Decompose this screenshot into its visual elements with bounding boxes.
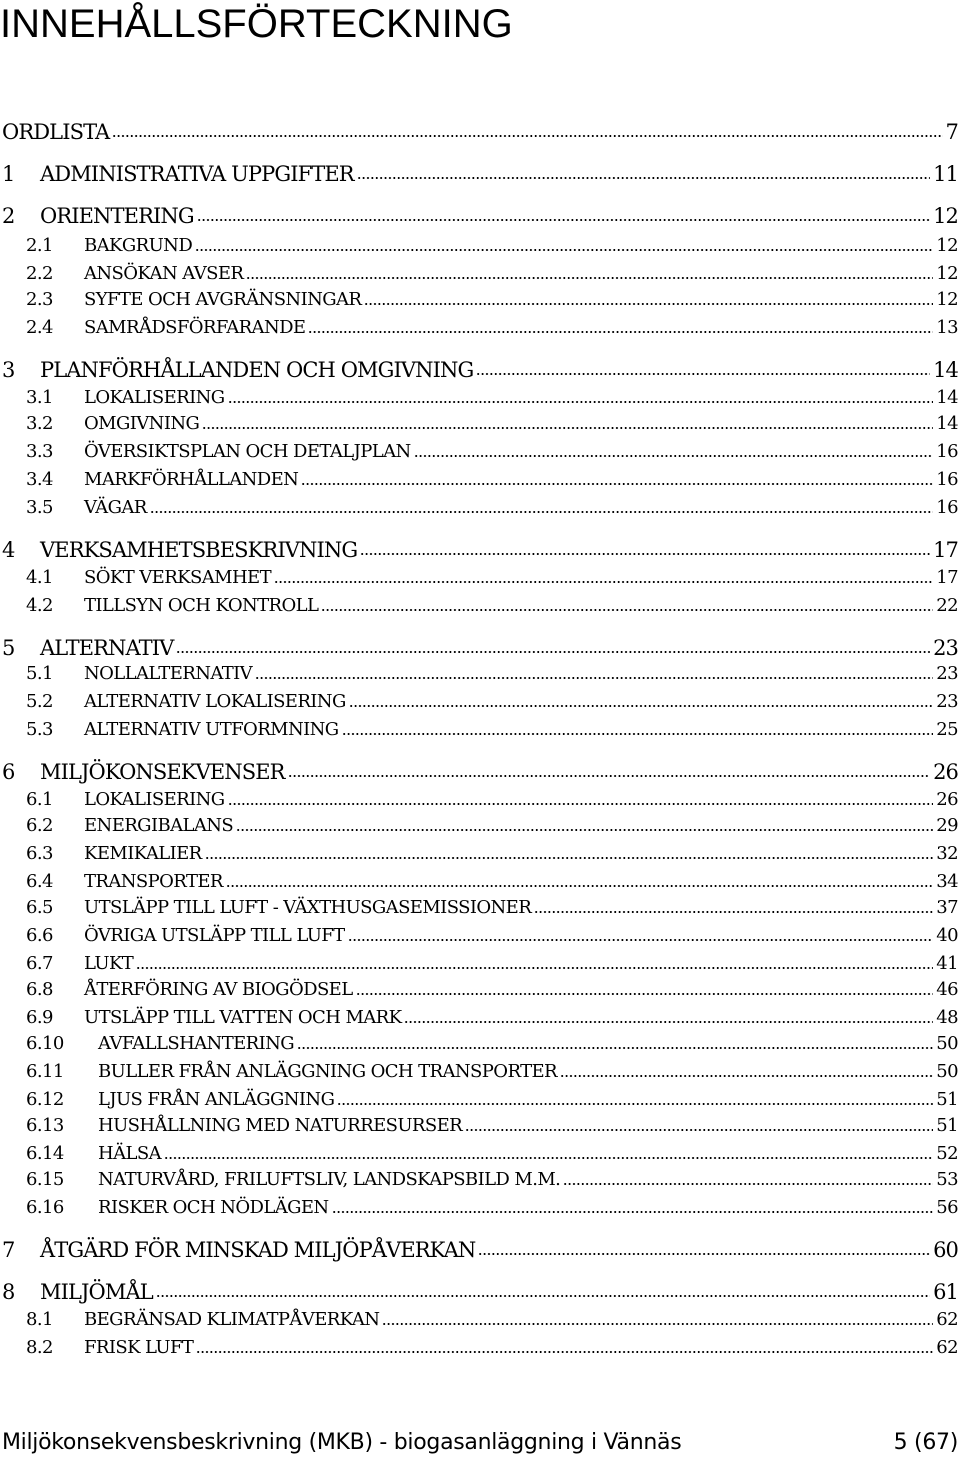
toc-entry-label: ÅTERFÖRING AV BIOGÖDSEL xyxy=(84,979,353,1000)
toc-entry[interactable] xyxy=(0,202,960,230)
toc-entry-number: 3 xyxy=(2,358,15,382)
toc-entry-number: 2 xyxy=(2,204,15,228)
toc-entry[interactable] xyxy=(0,410,960,438)
toc-entry-number: 6.9 xyxy=(26,1007,53,1028)
toc-entry[interactable] xyxy=(0,868,960,896)
toc-entry[interactable] xyxy=(0,384,960,412)
toc-dot-leader xyxy=(301,483,933,485)
toc-dot-leader xyxy=(112,135,943,137)
toc-entry[interactable] xyxy=(0,812,960,840)
toc-entry-page-number: 53 xyxy=(936,1169,958,1190)
toc-entry[interactable] xyxy=(0,786,960,814)
toc-entry-page-number: 11 xyxy=(933,162,958,186)
toc-entry-label: BAKGRUND xyxy=(84,235,193,256)
toc-entry-number: 6.7 xyxy=(26,953,53,974)
toc-dot-leader xyxy=(560,1075,933,1077)
toc-entry-number: 6.11 xyxy=(26,1061,64,1082)
toc-entry-number: 5 xyxy=(2,636,15,660)
toc-entry-label: LUKT xyxy=(84,953,134,974)
toc-entry-label: ÖVERSIKTSPLAN OCH DETALJPLAN xyxy=(84,441,411,462)
toc-entry-page-number: 12 xyxy=(936,235,958,256)
toc-entry-page-number: 26 xyxy=(936,789,958,810)
toc-entry-number: 6.16 xyxy=(26,1197,64,1218)
toc-entry[interactable] xyxy=(0,160,960,188)
toc-entry-page-number: 17 xyxy=(936,567,958,588)
toc-dot-leader xyxy=(274,581,933,583)
toc-entry[interactable] xyxy=(0,840,960,868)
toc-dot-leader xyxy=(164,1157,933,1159)
toc-dot-leader xyxy=(297,1047,933,1049)
toc-entry-page-number: 12 xyxy=(933,204,958,228)
toc-entry-page-number: 16 xyxy=(936,497,958,518)
toc-entry-label: SAMRÅDSFÖRFARANDE xyxy=(84,317,306,338)
toc-entry-label: ORDLISTA xyxy=(2,120,110,144)
toc-entry-page-number: 17 xyxy=(933,538,958,562)
toc-entry-page-number: 12 xyxy=(936,263,958,284)
toc-entry-label: ALTERNATIV UTFORMNING xyxy=(84,719,339,740)
toc-entry-label: SYFTE OCH AVGRÄNSNINGAR xyxy=(84,289,362,310)
toc-dot-leader xyxy=(228,401,933,403)
toc-entry-page-number: 60 xyxy=(933,1238,958,1262)
toc-entry-label: ÖVRIGA UTSLÄPP TILL LUFT xyxy=(84,925,345,946)
toc-entry-label: ANSÖKAN AVSER xyxy=(84,263,244,284)
toc-entry[interactable] xyxy=(0,232,960,260)
toc-entry-page-number: 52 xyxy=(936,1143,958,1164)
toc-entry-number: 3.5 xyxy=(26,497,53,518)
toc-entry-label: SÖKT VERKSAMHET xyxy=(84,567,272,588)
toc-dot-leader xyxy=(136,967,933,969)
toc-dot-leader xyxy=(236,829,933,831)
toc-entry-label: AVFALLSHANTERING xyxy=(98,1033,295,1054)
toc-entry-number: 7 xyxy=(2,1238,15,1262)
toc-entry-number: 5.3 xyxy=(26,719,53,740)
toc-dot-leader xyxy=(156,1295,930,1297)
toc-entry-label: TRANSPORTER xyxy=(84,871,223,892)
toc-entry[interactable] xyxy=(0,564,960,592)
toc-entry-number: 4.2 xyxy=(26,595,53,616)
toc-entry-number: 5.1 xyxy=(26,663,53,684)
toc-entry-number: 6.14 xyxy=(26,1143,64,1164)
toc-dot-leader xyxy=(348,939,933,941)
toc-entry-number: 6.8 xyxy=(26,979,53,1000)
toc-entry-number: 3.3 xyxy=(26,441,53,462)
toc-dot-leader xyxy=(196,1351,933,1353)
toc-entry[interactable] xyxy=(0,118,960,146)
toc-entry-label: PLANFÖRHÅLLANDEN OCH OMGIVNING xyxy=(40,358,474,382)
toc-entry[interactable] xyxy=(0,356,960,384)
toc-entry-page-number: 16 xyxy=(936,441,958,462)
toc-entry-number: 3.4 xyxy=(26,469,53,490)
toc-entry-page-number: 48 xyxy=(936,1007,958,1028)
toc-entry-label: VÄGAR xyxy=(84,497,147,518)
toc-dot-leader xyxy=(337,1103,933,1105)
toc-entry[interactable] xyxy=(0,1086,960,1114)
toc-entry[interactable] xyxy=(0,1306,960,1334)
toc-entry-number: 2.1 xyxy=(26,235,53,256)
toc-entry-page-number: 7 xyxy=(945,120,958,144)
toc-entry-number: 2.4 xyxy=(26,317,53,338)
toc-entry[interactable] xyxy=(0,1278,960,1306)
toc-entry-page-number: 14 xyxy=(936,387,958,408)
toc-entry-number: 2.3 xyxy=(26,289,53,310)
toc-dot-leader xyxy=(332,1211,933,1213)
toc-entry-page-number: 23 xyxy=(936,663,958,684)
toc-entry[interactable] xyxy=(0,494,960,522)
toc-entry-number: 2.2 xyxy=(26,263,53,284)
toc-dot-leader xyxy=(205,857,933,859)
toc-entry-page-number: 40 xyxy=(936,925,958,946)
toc-entry-label: LJUS FRÅN ANLÄGGNING xyxy=(98,1089,335,1110)
toc-entry[interactable] xyxy=(0,1058,960,1086)
toc-entry-label: OMGIVNING xyxy=(84,413,200,434)
toc-entry-page-number: 29 xyxy=(936,815,958,836)
toc-entry-page-number: 56 xyxy=(936,1197,958,1218)
toc-entry-page-number: 32 xyxy=(936,843,958,864)
toc-entry-number: 6 xyxy=(2,760,15,784)
toc-entry-number: 6.6 xyxy=(26,925,53,946)
toc-dot-leader xyxy=(357,177,930,179)
toc-entry-page-number: 50 xyxy=(936,1033,958,1054)
toc-entry-number: 6.13 xyxy=(26,1115,64,1136)
toc-entry-label: ORIENTERING xyxy=(40,204,194,228)
toc-entry-label: RISKER OCH NÖDLÄGEN xyxy=(98,1197,329,1218)
toc-entry-page-number: 23 xyxy=(936,691,958,712)
toc-entry[interactable] xyxy=(0,1030,960,1058)
toc-entry-page-number: 23 xyxy=(933,636,958,660)
toc-dot-leader xyxy=(255,677,933,679)
toc-entry-label: MILJÖKONSEKVENSER xyxy=(40,760,285,784)
toc-entry-number: 3.1 xyxy=(26,387,53,408)
toc-entry[interactable] xyxy=(0,1194,960,1222)
toc-entry-page-number: 16 xyxy=(936,469,958,490)
toc-entry-page-number: 25 xyxy=(936,719,958,740)
toc-entry-page-number: 37 xyxy=(936,897,958,918)
toc-dot-leader xyxy=(197,219,930,221)
toc-entry[interactable] xyxy=(0,466,960,494)
toc-entry-label: BEGRÄNSAD KLIMATPÅVERKAN xyxy=(84,1309,380,1330)
toc-entry[interactable] xyxy=(0,688,960,716)
toc-entry-label: FRISK LUFT xyxy=(84,1337,194,1358)
toc-entry-label: KEMIKALIER xyxy=(84,843,202,864)
toc-entry-page-number: 51 xyxy=(936,1089,958,1110)
toc-entry-number: 6.5 xyxy=(26,897,53,918)
toc-dot-leader xyxy=(534,911,933,913)
toc-dot-leader xyxy=(404,1021,933,1023)
footer-page-number: 5 (67) xyxy=(893,1430,958,1455)
toc-dot-leader xyxy=(360,553,930,555)
toc-dot-leader xyxy=(342,733,933,735)
toc-entry[interactable] xyxy=(0,536,960,564)
toc-entry-label: ENERGIBALANS xyxy=(84,815,234,836)
toc-dot-leader xyxy=(202,427,933,429)
toc-entry[interactable] xyxy=(0,716,960,744)
toc-dot-leader xyxy=(382,1323,933,1325)
toc-entry[interactable] xyxy=(0,660,960,688)
toc-entry-page-number: 51 xyxy=(936,1115,958,1136)
toc-entry-label: VERKSAMHETSBESKRIVNING xyxy=(40,538,358,562)
toc-entry-page-number: 41 xyxy=(936,953,958,974)
toc-dot-leader xyxy=(563,1183,933,1185)
toc-dot-leader xyxy=(476,373,930,375)
toc-entry-label: ALTERNATIV xyxy=(40,636,174,660)
toc-entry[interactable] xyxy=(0,438,960,466)
toc-entry[interactable] xyxy=(0,894,960,922)
toc-entry-number: 6.12 xyxy=(26,1089,64,1110)
toc-entry-label: ALTERNATIV LOKALISERING xyxy=(84,691,346,712)
toc-entry-label: HÄLSA xyxy=(98,1143,161,1164)
toc-entry-page-number: 14 xyxy=(933,358,958,382)
page-footer xyxy=(2,1428,958,1458)
toc-entry-page-number: 26 xyxy=(933,760,958,784)
toc-entry-number: 8.1 xyxy=(26,1309,53,1330)
toc-entry-page-number: 13 xyxy=(936,317,958,338)
toc-entry-number: 4 xyxy=(2,538,15,562)
toc-entry-label: LOKALISERING xyxy=(84,387,225,408)
toc-entry-label: TILLSYN OCH KONTROLL xyxy=(84,595,319,616)
toc-entry-label: LOKALISERING xyxy=(84,789,225,810)
toc-entry-label: BULLER FRÅN ANLÄGGNING OCH TRANSPORTER xyxy=(98,1061,557,1082)
toc-dot-leader xyxy=(226,885,933,887)
toc-dot-leader xyxy=(465,1129,933,1131)
toc-dot-leader xyxy=(150,511,933,513)
toc-entry[interactable] xyxy=(0,314,960,342)
toc-entry[interactable] xyxy=(0,1166,960,1194)
toc-entry-number: 6.3 xyxy=(26,843,53,864)
toc-dot-leader xyxy=(288,775,930,777)
toc-entry[interactable] xyxy=(0,950,960,978)
toc-entry-page-number: 22 xyxy=(936,595,958,616)
toc-dot-leader xyxy=(364,303,933,305)
toc-entry-label: NATURVÅRD, FRILUFTSLIV, LANDSKAPSBILD M.M. xyxy=(98,1169,561,1190)
toc-entry[interactable] xyxy=(0,592,960,620)
toc-entry-page-number: 50 xyxy=(936,1061,958,1082)
toc-entry[interactable] xyxy=(0,1334,960,1362)
toc-entry[interactable] xyxy=(0,1140,960,1168)
toc-entry-label: UTSLÄPP TILL LUFT - VÄXTHUSGASEMISSIONER xyxy=(84,897,532,918)
toc-entry-page-number: 14 xyxy=(936,413,958,434)
toc-entry-number: 6.10 xyxy=(26,1033,64,1054)
toc-entry-page-number: 12 xyxy=(936,289,958,310)
toc-dot-leader xyxy=(356,993,933,995)
toc-entry-number: 6.4 xyxy=(26,871,53,892)
page-title: INNEHÅLLSFÖRTECKNING xyxy=(0,2,513,46)
toc-entry[interactable] xyxy=(0,922,960,950)
toc-entry-label: HUSHÅLLNING MED NATURRESURSER xyxy=(98,1115,463,1136)
toc-entry-page-number: 62 xyxy=(936,1309,958,1330)
toc-entry-number: 6.15 xyxy=(26,1169,64,1190)
toc-entry-number: 6.2 xyxy=(26,815,53,836)
toc-entry-number: 1 xyxy=(2,162,15,186)
toc-dot-leader xyxy=(414,455,933,457)
toc-entry-label: MILJÖMÅL xyxy=(40,1280,153,1304)
toc-entry-number: 4.1 xyxy=(26,567,53,588)
toc-entry-page-number: 46 xyxy=(936,979,958,1000)
toc-dot-leader xyxy=(349,705,933,707)
toc-entry-page-number: 34 xyxy=(936,871,958,892)
toc-entry-page-number: 61 xyxy=(933,1280,958,1304)
toc-dot-leader xyxy=(308,331,933,333)
toc-entry-number: 5.2 xyxy=(26,691,53,712)
toc-dot-leader xyxy=(478,1253,930,1255)
toc-entry[interactable] xyxy=(0,1004,960,1032)
toc-dot-leader xyxy=(228,803,933,805)
toc-entry-label: NOLLALTERNATIV xyxy=(84,663,253,684)
toc-dot-leader xyxy=(176,651,930,653)
toc-dot-leader xyxy=(246,277,933,279)
toc-dot-leader xyxy=(321,609,933,611)
toc-entry-label: UTSLÄPP TILL VATTEN OCH MARK xyxy=(84,1007,402,1028)
toc-entry[interactable] xyxy=(0,260,960,288)
toc-entry[interactable] xyxy=(0,634,960,662)
toc-entry-number: 3.2 xyxy=(26,413,53,434)
toc-entry[interactable] xyxy=(0,976,960,1004)
toc-entry-number: 8.2 xyxy=(26,1337,53,1358)
toc-entry[interactable] xyxy=(0,1112,960,1140)
toc-entry-label: ADMINISTRATIVA UPPGIFTER xyxy=(40,162,354,186)
toc-entry-number: 8 xyxy=(2,1280,15,1304)
toc-dot-leader xyxy=(195,249,933,251)
toc-entry[interactable] xyxy=(0,286,960,314)
toc-entry-label: ÅTGÄRD FÖR MINSKAD MILJÖPÅVERKAN xyxy=(40,1238,476,1262)
toc-entry[interactable] xyxy=(0,758,960,786)
toc-entry-number: 6.1 xyxy=(26,789,53,810)
toc-entry-page-number: 62 xyxy=(936,1337,958,1358)
footer-document-title: Miljökonsekvensbeskrivning (MKB) - biogasanläggning i Vännäs xyxy=(2,1430,682,1455)
toc-entry[interactable] xyxy=(0,1236,960,1264)
toc-entry-label: MARKFÖRHÅLLANDEN xyxy=(84,469,299,490)
